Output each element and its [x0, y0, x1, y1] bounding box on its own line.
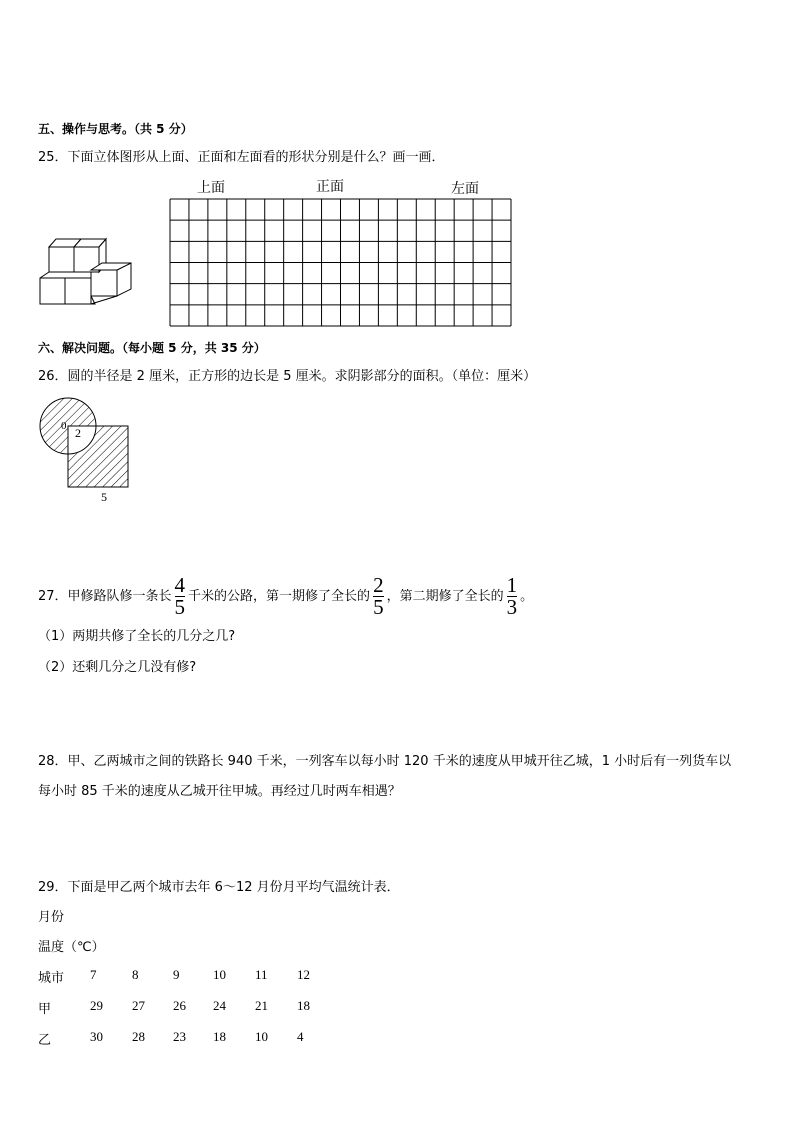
question-27: [38, 573, 534, 619]
q27-sub-1: （1）两期共修了全长的几分之几?: [38, 629, 236, 644]
view-label-top: 上面: [197, 180, 225, 196]
drawing-grid: [169, 198, 512, 327]
table-cell: 10: [255, 1029, 268, 1044]
table-header-cell: 7: [90, 967, 97, 982]
section-heading-6: 六、解决问题。（每小题 5 分，共 35 分）: [38, 341, 266, 355]
side-label: 5: [101, 490, 107, 504]
table-cell: 21: [255, 998, 268, 1013]
cube-stack-figure: [36, 234, 136, 308]
table-cell: 18: [297, 998, 310, 1013]
q27-sub-2: （2）还剩几分之几没有修?: [38, 660, 197, 675]
circle-center-label: 0: [61, 420, 67, 432]
frac-den: 5: [174, 595, 186, 619]
temp-label: 温度（℃）: [38, 940, 105, 955]
table-header-cell: 城市: [38, 971, 65, 986]
frac-den: 3: [506, 595, 518, 619]
table-cell: 24: [213, 998, 226, 1013]
table-header-cell: 11: [255, 967, 268, 982]
table-header-cell: 9: [173, 967, 180, 982]
table-cell: 30: [90, 1029, 103, 1044]
frac-num: 1: [506, 573, 518, 597]
table-cell: 26: [173, 998, 186, 1013]
fraction-4-5: [174, 573, 186, 619]
q27-text-2: 千米的公路，第一期修了全长的: [188, 589, 371, 604]
question-28-line-1: 28．甲、乙两城市之间的铁路长 940 千米，一列客车以每小时 120 千米的速度从甲城开往乙城，1 小时后有一列货车以: [38, 754, 732, 769]
frac-den: 5: [373, 595, 384, 619]
table-cell: 甲: [38, 1002, 52, 1017]
section-heading-5: 五、操作与思考。（共 5 分）: [38, 122, 193, 136]
circle-square-figure: [36, 392, 136, 504]
q27-text-1: 27．甲修路队修一条长: [38, 589, 172, 604]
month-label: 月份: [38, 910, 65, 925]
question-26: 26．圆的半径是 2 厘米，正方形的边长是 5 厘米。求阴影部分的面积。（单位：厘米）: [38, 369, 537, 384]
fraction-1-3: [506, 573, 518, 619]
q27-text-4: 。: [520, 589, 534, 604]
table-cell: 4: [297, 1029, 304, 1044]
table-cell: 28: [132, 1029, 145, 1044]
table-header-cell: 12: [297, 967, 310, 982]
q27-text-3: ，第二期修了全长的: [386, 589, 504, 604]
question-25: 25．下面立体图形从上面、正面和左面看的形状分别是什么？画一画．: [38, 150, 445, 165]
table-cell: 27: [132, 998, 145, 1013]
table-cell: 23: [173, 1029, 186, 1044]
radius-label: 2: [75, 426, 81, 440]
frac-num: 2: [373, 573, 384, 597]
fraction-2-5: [373, 573, 384, 619]
view-label-front: 正面: [316, 179, 344, 195]
question-28-line-2: 每小时 85 千米的速度从乙城开往甲城。再经过几时两车相遇？: [38, 784, 401, 799]
frac-num: 4: [174, 573, 186, 597]
table-header-cell: 10: [213, 967, 226, 982]
question-29: 29．下面是甲乙两个城市去年 6～12 月份月平均气温统计表．: [38, 880, 400, 895]
table-cell: 18: [213, 1029, 226, 1044]
table-cell: 29: [90, 998, 103, 1013]
table-cell: 乙: [38, 1033, 52, 1048]
view-label-left: 左面: [451, 181, 479, 197]
table-header-cell: 8: [132, 967, 139, 982]
